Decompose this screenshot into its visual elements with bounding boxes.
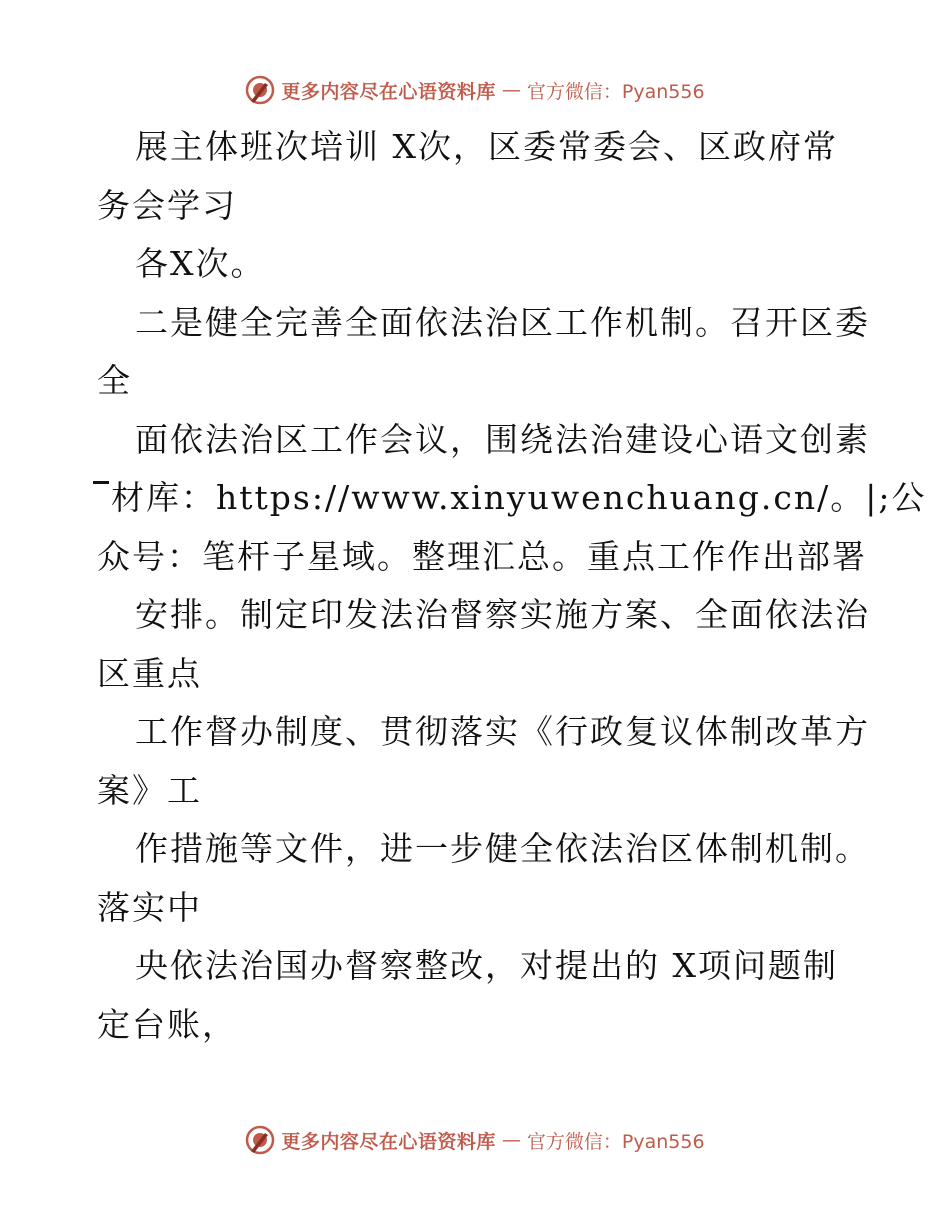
- text-line: 展主体班次培训 X次，区委常委会、区政府常: [135, 127, 838, 166]
- text-line: 落实中: [97, 887, 202, 927]
- text-line: 众号：笔杆子星域。整理汇总。重点工作作出部署: [97, 536, 867, 576]
- text-line: 央依法治国办督察整改，对提出的 X项问题制: [135, 946, 838, 985]
- text-line-wrapper: [97, 469, 927, 528]
- banner-contact: 官方微信：Pyan556: [526, 80, 705, 103]
- text-line: 全: [97, 361, 132, 400]
- banner-text: 更多内容尽在心语资料库: [281, 80, 496, 103]
- stray-mark: [93, 481, 109, 484]
- text-line: 面依法治区工作会议，围绕法治建设心语文创素: [135, 419, 870, 459]
- text-line: 材库：https://www.xinyuwenchuang.cn/。|;公: [111, 478, 927, 517]
- text-line: 定台账，: [97, 1004, 237, 1044]
- banner-separator: —: [501, 1129, 521, 1151]
- pen-seal-icon: [245, 1125, 275, 1155]
- document-body: [97, 118, 927, 1054]
- banner-separator: —: [501, 79, 521, 101]
- footer-banner: [0, 1120, 950, 1160]
- text-line: 工作督办制度、贯彻落实《行政复议体制改革方: [135, 712, 870, 751]
- text-line: 案》工: [97, 770, 202, 810]
- pen-seal-icon: [245, 75, 275, 105]
- banner-text: 更多内容尽在心语资料库: [281, 1130, 496, 1153]
- text-line: 安排。制定印发法治督察实施方案、全面依法治: [135, 595, 870, 634]
- text-line: 务会学习: [97, 185, 237, 225]
- text-line: 作措施等文件，进一步健全依法治区体制机制。: [135, 829, 870, 868]
- header-banner: [0, 70, 950, 110]
- text-line: 区重点: [97, 653, 202, 693]
- text-line: 二是健全完善全面依法治区工作机制。召开区委: [135, 302, 870, 342]
- text-line: 各X次。: [135, 244, 266, 283]
- banner-contact: 官方微信：Pyan556: [526, 1130, 705, 1153]
